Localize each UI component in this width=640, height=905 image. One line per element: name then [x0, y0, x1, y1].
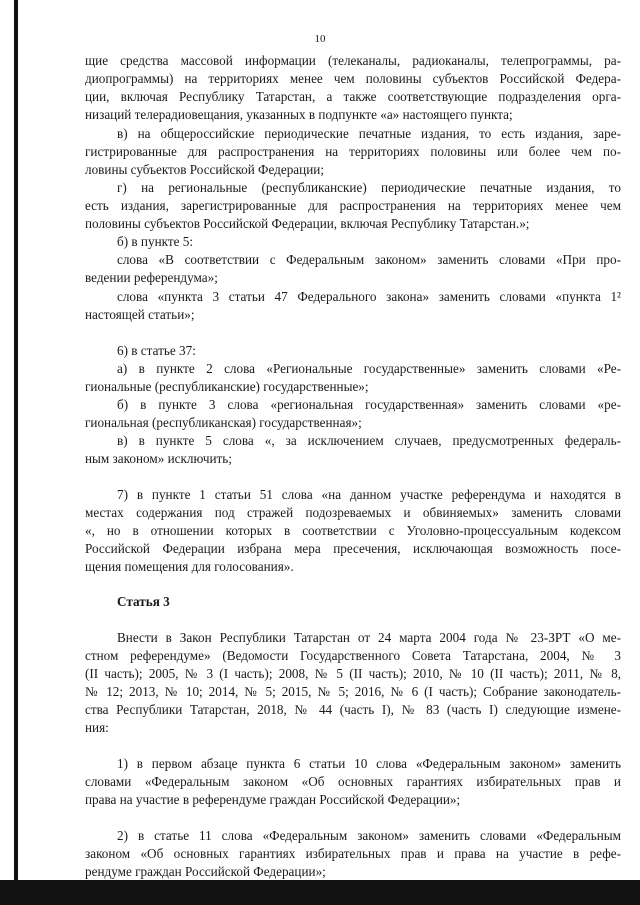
text-line: диопрограммы) на территориях менее чем половины субъектов Российской Федера- [85, 71, 621, 86]
text-line: 1) в первом абзаце пункта 6 статьи 10 слова «Федеральным законом» заменить [117, 756, 621, 771]
text-line: б) в пункте 3 слова «региональная государственная» заменить словами «ре- [117, 397, 621, 412]
text-line: в) в пункте 5 слова «, за исключением случаев, предусмотренных федераль- [117, 433, 621, 448]
text-line: 7) в пункте 1 статьи 51 слова «на данном участке референдума и находятся в [117, 487, 621, 502]
text-line: «, но в отношении которых в соответствии с Уголовно-процессуальным кодексом [85, 523, 621, 538]
text-line: щения помещения для голосования». [85, 559, 294, 574]
text-line: законом «Об основных гарантиях избирательных прав и права на участие в рефе- [85, 846, 621, 861]
text-line: слова «В соответствии с Федеральным законом» заменить словами «При про- [117, 252, 621, 267]
text-line: щие средства массовой информации (телеканалы, радиоканалы, телепрограммы, ра- [85, 53, 621, 68]
text-line: ния: [85, 720, 109, 735]
text-line: стном референдуме» (Ведомости Государственного Совета Татарстана, 2004, № 3 [85, 648, 621, 663]
text-line: настоящей статьи»; [85, 307, 195, 322]
text-line: б) в пункте 5: [117, 234, 194, 249]
text-line: права на участие в референдуме граждан Российской Федерации»; [85, 792, 461, 807]
text-line: местах содержания под стражей подозреваемых и обвиняемых» заменить словами [85, 505, 621, 520]
text-line: ловины субъектов Российской Федерации; [85, 162, 324, 177]
text-line: 2) в статье 11 слова «Федеральным законом» заменить словами «Федеральным [117, 828, 621, 843]
text-line: ства Республики Татарстан, 2018, № 44 (часть I), № 83 (часть I) следующие измене- [85, 702, 621, 717]
text-line: а) в пункте 2 слова «Региональные государственные» заменить словами «Ре- [117, 361, 621, 376]
text-line: гиональная (республиканская) государственная»; [85, 415, 362, 430]
text-line: ным законом» исключить; [85, 451, 232, 466]
text-line: ции, включая Республику Татарстан, а также соответствующие подразделения орга- [85, 89, 621, 104]
text-line: (II часть); 2005, № 3 (I часть); 2008, № 5 (II часть); 2010, № 10 (II часть); 2011, № 8, [85, 666, 621, 681]
text-line: есть издания, зарегистрированные для распространения на территориях менее чем [85, 198, 621, 213]
text-line: половины субъектов Российской Федерации, включая Республику Татарстан.»; [85, 216, 530, 231]
text-line: г) на региональные (республиканские) периодические печатные издания, то [117, 180, 621, 195]
text-line: низаций телерадиовещания, указанных в подпункте «а» настоящего пункта; [85, 107, 513, 122]
text-line: слова «пункта 3 статьи 47 Федерального закона» заменить словами «пункта 1² [117, 289, 621, 304]
text-line: гиональные (республиканские) государственные»; [85, 379, 369, 394]
text-line: 6) в статье 37: [117, 343, 196, 358]
text-line: рендуме граждан Российской Федерации»; [85, 864, 326, 879]
page-number: 10 [314, 33, 326, 45]
text-line: словами «Федеральным законом «Об основных гарантиях избирательных прав и [85, 774, 621, 789]
article-heading: Статья 3 [117, 594, 170, 609]
text-line: ведении референдума»; [85, 270, 218, 285]
text-line: № 12; 2013, № 10; 2014, № 5; 2015, № 5; 2016, № 6 (I часть); Собрание законодатель- [85, 684, 621, 699]
text-line: Российской Федерации избрана мера пресечения, исключающая возможность посе- [85, 541, 621, 556]
text-line: в) на общероссийские периодические печатные издания, то есть издания, заре- [117, 126, 621, 141]
text-line: Внести в Закон Республики Татарстан от 24 марта 2004 года № 23-ЗРТ «О ме- [117, 630, 621, 645]
text-line: гистрированные для распространения на территориях половины или более чем по- [85, 144, 621, 159]
